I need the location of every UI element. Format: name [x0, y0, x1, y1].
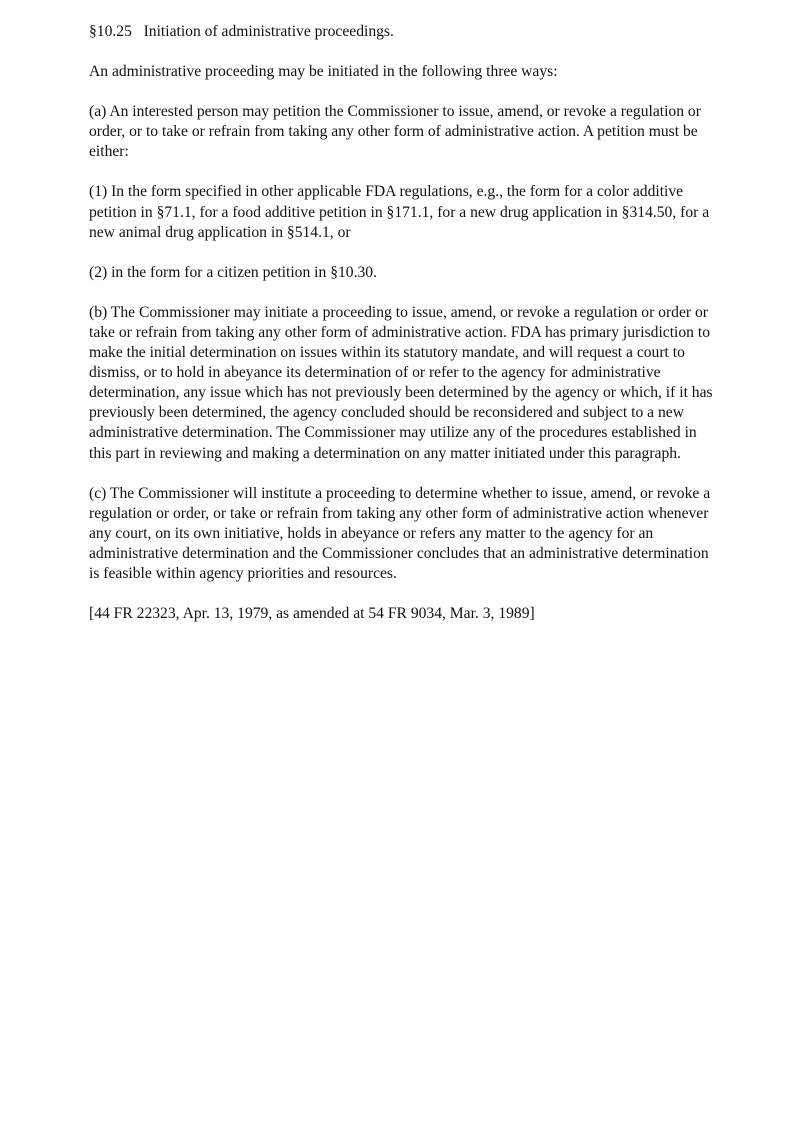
- document-page: [89, 22, 714, 644]
- paragraph-c: (c) The Commissioner will institute a proceeding to determine whether to issue, amend, or revoke a regulation or order, or take or refrain from taking any other form of administrative action whenever any court, on its own initiative, holds in abeyance or refers any matter to the agency for an administrative determination and the Commissioner concludes that an administrative determination is feasible within agency priorities and resources.: [89, 484, 711, 582]
- paragraph-a: (a) An interested person may petition the Commissioner to issue, amend, or revoke a regulation or order, or to take or refrain from taking any other form of administrative action. A petition must be either:: [89, 103, 701, 161]
- section-heading: §10.25 Initiation of administrative proceedings.: [89, 23, 394, 40]
- intro-paragraph: An administrative proceeding may be initiated in the following three ways:: [89, 63, 558, 81]
- source-citation: [44 FR 22323, Apr. 13, 1979, as amended at 54 FR 9034, Mar. 3, 1989]: [89, 605, 535, 623]
- paragraph-b: (b) The Commissioner may initiate a proceeding to issue, amend, or revoke a regulation or order or take or refrain from taking any other form of administrative action. FDA has primary jurisdiction to make the initial determination on issues within its statutory mandate, and will request a court to dismiss, or to hold in abeyance its determination of or refer to the agency for administrative determination, any issue which has not previously been determined by the agency or which, if it has previously been determined, the agency concluded should be reconsidered and subject to a new administrative determination. The Commissioner may utilize any of the procedures established in this part in reviewing and making a determination on any matter initiated under this paragraph.: [89, 303, 713, 462]
- paragraph-a-2: (2) in the form for a citizen petition in §10.30.: [89, 263, 377, 281]
- paragraph-a-1: (1) In the form specified in other applicable FDA regulations, e.g., the form for a color additive petition in §71.1, for a food additive petition in §171.1, for a new drug application in §314.50, for a new animal drug application in §514.1, or: [89, 183, 710, 241]
